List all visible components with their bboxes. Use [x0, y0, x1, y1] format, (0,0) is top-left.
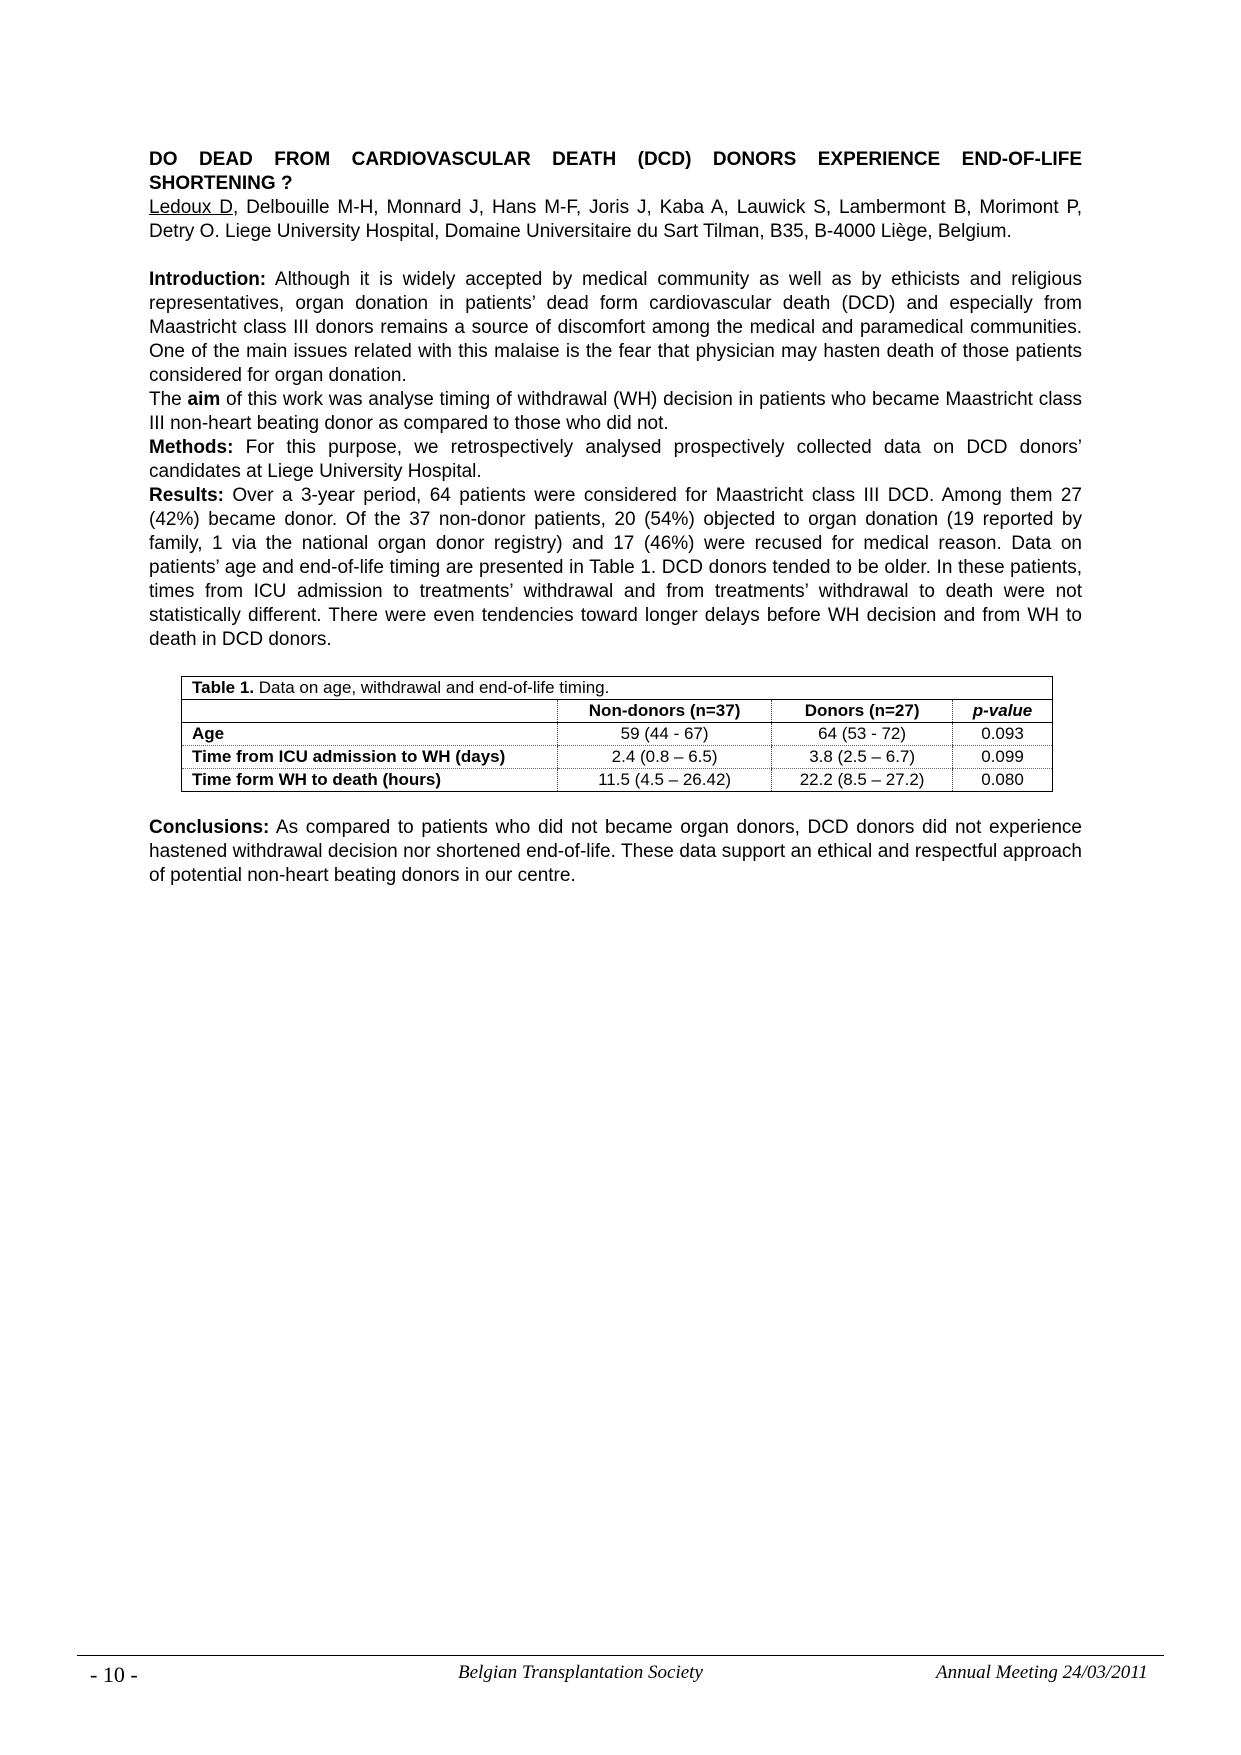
- methods-paragraph: [149, 436, 1082, 484]
- cell-donors: 64 (53 - 72): [772, 723, 953, 746]
- footer-divider: [77, 1655, 1164, 1656]
- cell-non-donors: 2.4 (0.8 – 6.5): [558, 746, 772, 769]
- cell-donors: 3.8 (2.5 – 6.7): [772, 746, 953, 769]
- cell-p-value: 0.093: [953, 723, 1053, 746]
- conclusions-label: Conclusions:: [149, 817, 270, 838]
- data-table: [181, 676, 1053, 792]
- table-header-row: [182, 700, 1053, 723]
- author-list: [149, 196, 1082, 244]
- conclusions-text: As compared to patients who did not became organ donors, DCD donors did not experience hastened withdrawal decision nor shortened end-of-life. These data support an ethical and respectful approach of potential non-heart beating donors in our centre.: [149, 817, 1082, 886]
- row-label: Age: [182, 723, 558, 746]
- cell-non-donors: 59 (44 - 67): [558, 723, 772, 746]
- results-text: Over a 3-year period, 64 patients were considered for Maastricht class III DCD. Among them 27 (42%) became donor. Of the 37 non-donor patients, 20 (54%) objected to organ donation (19 reported by family, 1 via the national organ donor registry) and 17 (46%) were recused for medical reason. Data on patients’ age and end-of-life timing are presented in Table 1. DCD donors tended to be older. In these patients, times from ICU admission to treatments’ withdrawal and from treatments’ withdrawal to death were not statistically different. There were even tendencies toward longer delays before WH decision and from WH to death in DCD donors.: [149, 485, 1082, 650]
- table-caption: [182, 677, 1053, 700]
- conclusions-paragraph: [149, 816, 1082, 888]
- abstract: [149, 148, 1082, 888]
- table-header-p-value: p-value: [953, 700, 1053, 723]
- table-caption-label: Table 1.: [192, 678, 255, 697]
- page-number: - 10 -: [90, 1662, 138, 1687]
- results-label: Results:: [149, 485, 224, 506]
- table-header-empty: [182, 700, 558, 723]
- table-header-non-donors: Non-donors (n=37): [558, 700, 772, 723]
- cell-p-value: 0.099: [953, 746, 1053, 769]
- introduction-label: Introduction:: [149, 269, 267, 290]
- table-caption-text: Data on age, withdrawal and end-of-life timing.: [254, 678, 610, 697]
- table-row: [182, 746, 1053, 769]
- table-row: [182, 769, 1053, 792]
- methods-text: For this purpose, we retrospectively analysed prospectively collected data on DCD donors’ candidates at Liege University Hospital.: [149, 437, 1082, 482]
- introduction-paragraph: [149, 268, 1082, 388]
- row-label: Time form WH to death (hours): [192, 770, 442, 789]
- methods-label: Methods:: [149, 437, 234, 458]
- table-row: [182, 723, 1053, 746]
- aim-word: aim: [187, 389, 221, 410]
- footer-meeting: Annual Meeting 24/03/2011: [936, 1662, 1148, 1683]
- table-caption-row: [182, 677, 1053, 700]
- cell-p-value: 0.080: [953, 769, 1053, 792]
- author-affiliation: , Delbouille M-H, Monnard J, Hans M-F, Joris J, Kaba A, Lauwick S, Lambermont B, Morimont P, Detry O. Liege University Hospital, Domaine Universitaire du Sart Tilman, B35, B-4000 Liège, Belgium.: [149, 197, 1082, 242]
- aim-text: of this work was analyse timing of withdrawal (WH) decision in patients who became Maastricht class III non-heart beating donor as compared to those who did not.: [149, 389, 1082, 434]
- presenting-author: Ledoux D: [149, 197, 233, 218]
- table-header-donors: Donors (n=27): [772, 700, 953, 723]
- introduction-text: Although it is widely accepted by medical community as well as by ethicists and religious representatives, organ donation in patients’ dead form cardiovascular death (DCD) and especially from Maastricht class III donors remains a source of discomfort among the medical and paramedical communities. One of the main issues related with this malaise is the fear that physician may hasten death of those patients considered for organ donation.: [149, 269, 1082, 386]
- abstract-title: DO DEAD FROM CARDIOVASCULAR DEATH (DCD) DONORS EXPERIENCE END-OF-LIFE SHORTENING ?: [149, 149, 1082, 194]
- aim-paragraph: [149, 388, 1082, 436]
- row-label: Time from ICU admission to WH (days): [182, 746, 558, 769]
- results-paragraph: [149, 484, 1082, 652]
- aim-prefix: The: [149, 389, 188, 410]
- cell-donors: 22.2 (8.5 – 27.2): [772, 769, 953, 792]
- footer-society: Belgian Transplantation Society: [458, 1662, 703, 1683]
- cell-non-donors: 11.5 (4.5 – 26.42): [558, 769, 772, 792]
